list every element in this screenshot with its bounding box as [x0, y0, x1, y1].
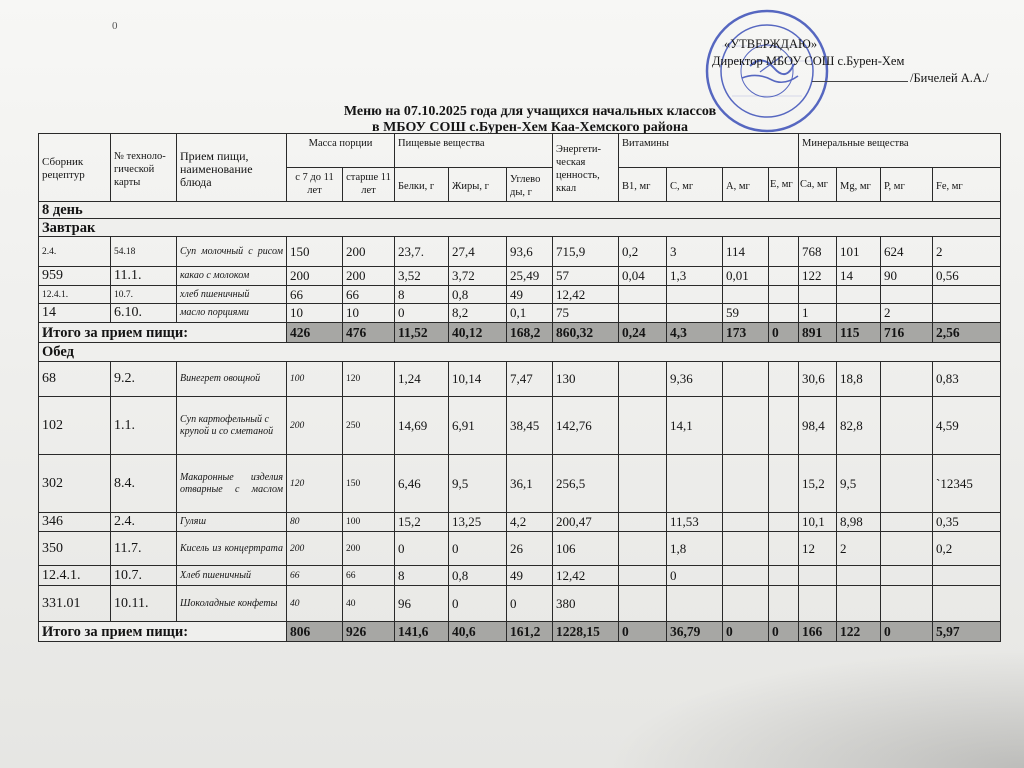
cell-vitamin-e: [769, 267, 799, 286]
cell-vitamin-b1: [619, 513, 667, 532]
cell-fat: 8,2: [449, 304, 507, 323]
cell-meal-name: Гуляш: [177, 513, 287, 532]
total-portion-11-plus: 926: [343, 622, 395, 642]
cell-magnesium: 14: [837, 267, 881, 286]
cell-vitamin-b1: [619, 304, 667, 323]
table-row: [39, 362, 1001, 397]
cell-portion-7-11: 100: [287, 362, 343, 397]
cell-phosphorus: [881, 566, 933, 586]
cell-vitamin-a: 59: [723, 304, 769, 323]
cell-protein: 14,69: [395, 397, 449, 455]
cell-tech-card: 9.2.: [111, 362, 177, 397]
cell-tech-card: 10.7.: [111, 566, 177, 586]
cell-tech-card: 11.7.: [111, 532, 177, 566]
cell-iron: 0,56: [933, 267, 1001, 286]
header-protein: Белки, г: [395, 168, 449, 202]
table-row: [39, 237, 1001, 267]
cell-meal-name: Винегрет овощной: [177, 362, 287, 397]
cell-magnesium: 2: [837, 532, 881, 566]
header-vitamins: Витамины: [619, 134, 799, 168]
cell-magnesium: 18,8: [837, 362, 881, 397]
cell-protein: 15,2: [395, 513, 449, 532]
header-carbs: Углево ды, г: [507, 168, 553, 202]
total-vitamin-c: 36,79: [667, 622, 723, 642]
cell-portion-7-11: 66: [287, 286, 343, 304]
cell-meal-name: какао с молоком: [177, 267, 287, 286]
cell-magnesium: 9,5: [837, 455, 881, 513]
cell-vitamin-a: [723, 286, 769, 304]
cell-portion-11-plus: 10: [343, 304, 395, 323]
cell-carbs: 49: [507, 286, 553, 304]
cell-vitamin-a: 114: [723, 237, 769, 267]
cell-vitamin-b1: [619, 586, 667, 622]
header-portion: Масса порции: [287, 134, 395, 168]
cell-carbs: 38,45: [507, 397, 553, 455]
cell-calcium: 122: [799, 267, 837, 286]
cell-phosphorus: 90: [881, 267, 933, 286]
header-age-11-plus: старше 11 лет: [343, 168, 395, 202]
approval-position: Директор МБОУ СОШ с.Бурен-Хем: [712, 54, 905, 68]
cell-vitamin-b1: [619, 362, 667, 397]
table-row: [39, 532, 1001, 566]
cell-portion-7-11: 10: [287, 304, 343, 323]
title-line-1: Меню на 07.10.2025 года для учащихся начальных классов: [343, 104, 717, 119]
cell-tech-card: 6.10.: [111, 304, 177, 323]
table-row: [39, 455, 1001, 513]
cell-vitamin-a: [723, 586, 769, 622]
lunch-rows: [39, 362, 1001, 622]
cell-collection: 959: [39, 267, 111, 286]
cell-calcium: [799, 286, 837, 304]
cell-energy: 12,42: [553, 566, 619, 586]
cell-carbs: 0: [507, 586, 553, 622]
cell-calcium: 30,6: [799, 362, 837, 397]
cell-collection: 102: [39, 397, 111, 455]
total-phosphorus: 0: [881, 622, 933, 642]
cell-portion-7-11: 66: [287, 566, 343, 586]
cell-phosphorus: 624: [881, 237, 933, 267]
total-calcium: 166: [799, 622, 837, 642]
header-vitamin-a: А, мг: [723, 168, 769, 202]
total-calcium: 891: [799, 323, 837, 343]
cell-magnesium: [837, 586, 881, 622]
breakfast-total-row: [39, 323, 1001, 343]
photo-shadow: [604, 648, 1024, 768]
header-vitamin-e: Е, мг: [769, 168, 799, 202]
total-vitamin-b1: 0,24: [619, 323, 667, 343]
cell-carbs: 36,1: [507, 455, 553, 513]
cell-collection: 12.4.1.: [39, 566, 111, 586]
cell-vitamin-c: 0: [667, 566, 723, 586]
breakfast-rows: [39, 237, 1001, 323]
total-carbs: 168,2: [507, 323, 553, 343]
cell-portion-11-plus: 250: [343, 397, 395, 455]
cell-iron: 2: [933, 237, 1001, 267]
cell-portion-7-11: 200: [287, 532, 343, 566]
header-age-7-11: с 7 до 11 лет: [287, 168, 343, 202]
cell-energy: 12,42: [553, 286, 619, 304]
cell-energy: 256,5: [553, 455, 619, 513]
total-vitamin-e: 0: [769, 323, 799, 343]
cell-portion-11-plus: 40: [343, 586, 395, 622]
cell-portion-11-plus: 100: [343, 513, 395, 532]
cell-vitamin-c: 14,1: [667, 397, 723, 455]
table-row: [39, 566, 1001, 586]
total-portion-11-plus: 476: [343, 323, 395, 343]
header-tech-card: № техноло-гической карты: [111, 134, 177, 202]
cell-protein: 8: [395, 286, 449, 304]
cell-iron: [933, 286, 1001, 304]
cell-vitamin-b1: [619, 566, 667, 586]
cell-portion-7-11: 200: [287, 267, 343, 286]
cell-portion-11-plus: 150: [343, 455, 395, 513]
cell-energy: 106: [553, 532, 619, 566]
approval-title: «УТВЕРЖДАЮ»: [724, 37, 818, 51]
cell-vitamin-c: 9,36: [667, 362, 723, 397]
cell-tech-card: 54.18: [111, 237, 177, 267]
approval-signature-line: [712, 70, 1012, 87]
cell-vitamin-c: [667, 586, 723, 622]
cell-vitamin-a: [723, 566, 769, 586]
header-fat: Жиры, г: [449, 168, 507, 202]
menu-table: [38, 133, 1001, 642]
page-number: 0: [112, 20, 118, 32]
total-vitamin-a: 0: [723, 622, 769, 642]
header-phosphorus: Р, мг: [881, 168, 933, 202]
cell-tech-card: 10.11.: [111, 586, 177, 622]
cell-calcium: 98,4: [799, 397, 837, 455]
cell-iron: `12345: [933, 455, 1001, 513]
cell-vitamin-c: 1,8: [667, 532, 723, 566]
header-calcium: Са, мг: [799, 168, 837, 202]
day-label: 8 день: [39, 202, 1001, 219]
cell-portion-7-11: 40: [287, 586, 343, 622]
total-carbs: 161,2: [507, 622, 553, 642]
cell-magnesium: 82,8: [837, 397, 881, 455]
total-phosphorus: 716: [881, 323, 933, 343]
cell-iron: 0,83: [933, 362, 1001, 397]
cell-portion-7-11: 200: [287, 397, 343, 455]
cell-fat: 27,4: [449, 237, 507, 267]
table-row: [39, 397, 1001, 455]
cell-vitamin-c: 3: [667, 237, 723, 267]
cell-vitamin-b1: [619, 532, 667, 566]
cell-vitamin-a: [723, 532, 769, 566]
cell-carbs: 0,1: [507, 304, 553, 323]
cell-vitamin-b1: [619, 455, 667, 513]
cell-iron: [933, 566, 1001, 586]
total-magnesium: 115: [837, 323, 881, 343]
cell-meal-name: Суп картофельный с крупой и со сметаной: [177, 397, 287, 455]
cell-meal-name: Шоколадные конфеты: [177, 586, 287, 622]
cell-collection: 346: [39, 513, 111, 532]
cell-phosphorus: [881, 586, 933, 622]
header-minerals: Минеральные вещества: [799, 134, 1001, 168]
cell-magnesium: [837, 304, 881, 323]
cell-fat: 0,8: [449, 566, 507, 586]
cell-vitamin-e: [769, 286, 799, 304]
cell-vitamin-e: [769, 362, 799, 397]
cell-phosphorus: [881, 286, 933, 304]
header-iron: Fe, мг: [933, 168, 1001, 202]
header-vitamin-b1: В1, мг: [619, 168, 667, 202]
cell-carbs: 4,2: [507, 513, 553, 532]
cell-collection: 302: [39, 455, 111, 513]
cell-iron: 0,2: [933, 532, 1001, 566]
cell-vitamin-a: 0,01: [723, 267, 769, 286]
total-portion-7-11: 806: [287, 622, 343, 642]
cell-protein: 0: [395, 532, 449, 566]
title-line-2: в МБОУ СОШ с.Бурен-Хем Каа-Хемского района: [372, 120, 688, 135]
total-iron: 2,56: [933, 323, 1001, 343]
cell-portion-11-plus: 66: [343, 566, 395, 586]
cell-phosphorus: [881, 513, 933, 532]
total-magnesium: 122: [837, 622, 881, 642]
cell-calcium: [799, 586, 837, 622]
cell-collection: 350: [39, 532, 111, 566]
cell-collection: 12.4.1.: [39, 286, 111, 304]
total-fat: 40,12: [449, 323, 507, 343]
cell-magnesium: 8,98: [837, 513, 881, 532]
cell-calcium: [799, 566, 837, 586]
cell-carbs: 7,47: [507, 362, 553, 397]
total-portion-7-11: 426: [287, 323, 343, 343]
cell-protein: 23,7.: [395, 237, 449, 267]
cell-vitamin-a: [723, 362, 769, 397]
cell-magnesium: 101: [837, 237, 881, 267]
header-nutrients: Пищевые вещества: [395, 134, 553, 168]
cell-vitamin-b1: [619, 397, 667, 455]
document-title: [250, 104, 810, 136]
lunch-label: Обед: [39, 343, 1001, 362]
cell-carbs: 26: [507, 532, 553, 566]
cell-iron: 0,35: [933, 513, 1001, 532]
cell-carbs: 25,49: [507, 267, 553, 286]
cell-vitamin-e: [769, 304, 799, 323]
cell-portion-7-11: 120: [287, 455, 343, 513]
cell-vitamin-a: [723, 397, 769, 455]
cell-vitamin-e: [769, 566, 799, 586]
cell-meal-name: Кисель из концертрата: [177, 532, 287, 566]
cell-portion-11-plus: 120: [343, 362, 395, 397]
cell-energy: 130: [553, 362, 619, 397]
cell-meal-name: хлеб пшеничный: [177, 286, 287, 304]
lunch-total-label: Итого за прием пищи:: [39, 622, 287, 642]
cell-calcium: 15,2: [799, 455, 837, 513]
cell-phosphorus: [881, 362, 933, 397]
total-protein: 11,52: [395, 323, 449, 343]
cell-portion-7-11: 150: [287, 237, 343, 267]
cell-vitamin-b1: [619, 286, 667, 304]
total-vitamin-c: 4,3: [667, 323, 723, 343]
cell-energy: 200,47: [553, 513, 619, 532]
table-row: [39, 267, 1001, 286]
cell-portion-11-plus: 200: [343, 532, 395, 566]
cell-fat: 13,25: [449, 513, 507, 532]
cell-tech-card: 8.4.: [111, 455, 177, 513]
cell-fat: 0: [449, 532, 507, 566]
cell-vitamin-e: [769, 513, 799, 532]
cell-iron: [933, 586, 1001, 622]
cell-phosphorus: [881, 455, 933, 513]
table-row: [39, 286, 1001, 304]
cell-protein: 8: [395, 566, 449, 586]
table-row: [39, 513, 1001, 532]
cell-phosphorus: 2: [881, 304, 933, 323]
cell-tech-card: 10.7.: [111, 286, 177, 304]
cell-vitamin-e: [769, 237, 799, 267]
header-collection: Сборник рецептур: [39, 134, 111, 202]
cell-protein: 1,24: [395, 362, 449, 397]
cell-vitamin-e: [769, 455, 799, 513]
cell-vitamin-c: 11,53: [667, 513, 723, 532]
cell-magnesium: [837, 566, 881, 586]
cell-portion-11-plus: 200: [343, 267, 395, 286]
total-iron: 5,97: [933, 622, 1001, 642]
total-vitamin-b1: 0: [619, 622, 667, 642]
cell-magnesium: [837, 286, 881, 304]
approval-signature: /Бичелей А.А./: [910, 71, 989, 85]
cell-vitamin-a: [723, 455, 769, 513]
total-energy: 1228,15: [553, 622, 619, 642]
cell-iron: 4,59: [933, 397, 1001, 455]
cell-meal-name: Суп молочный с рисом: [177, 237, 287, 267]
cell-calcium: 1: [799, 304, 837, 323]
cell-vitamin-a: [723, 513, 769, 532]
approval-block: [712, 36, 1012, 87]
cell-energy: 715,9: [553, 237, 619, 267]
cell-vitamin-e: [769, 586, 799, 622]
cell-vitamin-c: 1,3: [667, 267, 723, 286]
table-row: [39, 586, 1001, 622]
header-meal-name: Прием пищи, наименование блюда: [177, 134, 287, 202]
breakfast-label: Завтрак: [39, 219, 1001, 237]
cell-collection: 68: [39, 362, 111, 397]
cell-carbs: 49: [507, 566, 553, 586]
cell-vitamin-c: [667, 455, 723, 513]
cell-energy: 75: [553, 304, 619, 323]
cell-fat: 0: [449, 586, 507, 622]
total-energy: 860,32: [553, 323, 619, 343]
cell-vitamin-c: [667, 286, 723, 304]
cell-vitamin-e: [769, 397, 799, 455]
cell-protein: 6,46: [395, 455, 449, 513]
table-row: [39, 304, 1001, 323]
cell-portion-11-plus: 200: [343, 237, 395, 267]
cell-carbs: 93,6: [507, 237, 553, 267]
cell-fat: 10,14: [449, 362, 507, 397]
header-vitamin-c: С, мг: [667, 168, 723, 202]
cell-vitamin-b1: 0,04: [619, 267, 667, 286]
cell-portion-11-plus: 66: [343, 286, 395, 304]
cell-fat: 6,91: [449, 397, 507, 455]
cell-meal-name: Макаронные изделия отварные с маслом: [177, 455, 287, 513]
cell-vitamin-e: [769, 532, 799, 566]
cell-meal-name: масло порциями: [177, 304, 287, 323]
cell-iron: [933, 304, 1001, 323]
cell-energy: 142,76: [553, 397, 619, 455]
cell-meal-name: Хлеб пшеничный: [177, 566, 287, 586]
cell-portion-7-11: 80: [287, 513, 343, 532]
header-energy: Энергети-ческая ценность, ккал: [553, 134, 619, 202]
cell-protein: 96: [395, 586, 449, 622]
lunch-total-row: [39, 622, 1001, 642]
total-fat: 40,6: [449, 622, 507, 642]
cell-calcium: 10,1: [799, 513, 837, 532]
breakfast-total-label: Итого за прием пищи:: [39, 323, 287, 343]
cell-fat: 9,5: [449, 455, 507, 513]
cell-fat: 0,8: [449, 286, 507, 304]
cell-calcium: 768: [799, 237, 837, 267]
cell-tech-card: 1.1.: [111, 397, 177, 455]
total-vitamin-a: 173: [723, 323, 769, 343]
total-vitamin-e: 0: [769, 622, 799, 642]
cell-phosphorus: [881, 397, 933, 455]
header-magnesium: Mg, мг: [837, 168, 881, 202]
signature-underline: [812, 81, 908, 82]
cell-collection: 14: [39, 304, 111, 323]
cell-protein: 3,52: [395, 267, 449, 286]
cell-energy: 380: [553, 586, 619, 622]
cell-collection: 331.01: [39, 586, 111, 622]
cell-tech-card: 11.1.: [111, 267, 177, 286]
total-protein: 141,6: [395, 622, 449, 642]
cell-calcium: 12: [799, 532, 837, 566]
cell-vitamin-c: [667, 304, 723, 323]
cell-fat: 3,72: [449, 267, 507, 286]
cell-tech-card: 2.4.: [111, 513, 177, 532]
cell-energy: 57: [553, 267, 619, 286]
cell-phosphorus: [881, 532, 933, 566]
cell-collection: 2.4.: [39, 237, 111, 267]
cell-vitamin-b1: 0,2: [619, 237, 667, 267]
cell-protein: 0: [395, 304, 449, 323]
